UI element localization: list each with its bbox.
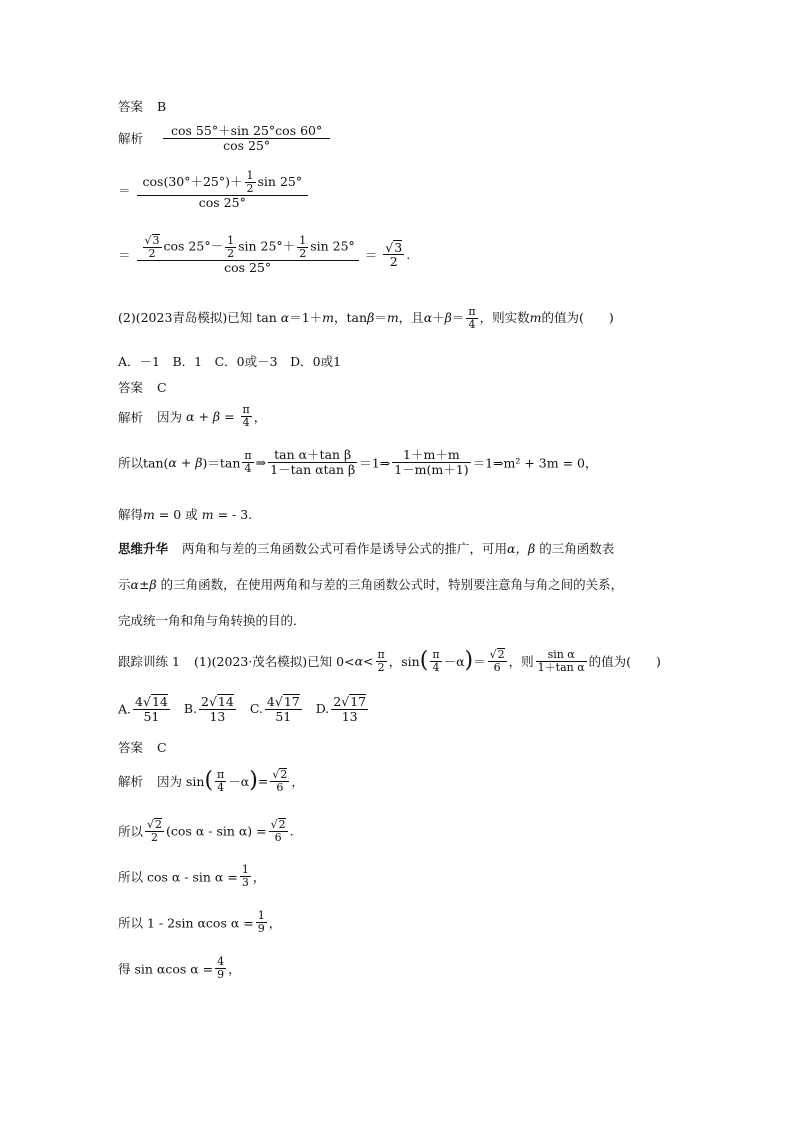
step-line-3: ＝ $\frac{√3}{2}$ cos 25°－ $\frac{1}{2}$ sin 25°＋ $\frac{1}{2}$ sin 25° cos 25° ＝ $\frac{√3}{2}$ . — [118, 233, 411, 276]
drill-analysis-2: 所以 $\frac{√2}{2}$ (cos α - sin α) = $\frac{√2}{6}$ . — [118, 818, 294, 845]
analysis-line-4: 解得m = 0 或 m = - 3. — [118, 507, 253, 522]
answer-line-3: 答案 C — [118, 740, 167, 755]
fraction-2: cos(30°＋25°)＋ $\frac{1}{2}$ sin 25° cos 25° — [137, 170, 309, 210]
answer-value: B — [157, 99, 167, 114]
fraction-result: $\frac{√3}{2}$ — [385, 239, 403, 270]
fraction-1: $\frac{\cos 55^\circ+\sin 25^\circ\cos 60^\circ}{\cos 25^\circ}$ — [163, 124, 330, 153]
question-2-stem: (2)(2023青岛模拟)已知 tan α＝1＋m，tanβ＝m，且α＋β＝ $\frac{\pi}{4}$ ，则实数m的值为( ) — [118, 305, 614, 332]
drill-stem: 跟踪训练 1 (1)(2023·茂名模拟)已知 0<α< $\frac{\pi}{2}$ ，sin( $\frac{\pi}{4}$ －α)＝ $\frac{√2}{6}$ ，则 $\frac{\text{sin α}}{\text{1＋tan α}}$ 的值为( ) — [118, 647, 661, 675]
analysis-line-3: 所以tan(α + β)＝tan $\frac{\pi}{4}$ ⇒ $\frac{\text{tan α＋tan β}}{\text{1－tan αtan β}}$ ＝1⇒ $\frac{1+m+m}{1-m(m+1)}$ ＝1⇒m² + 3m = 0， — [118, 447, 598, 477]
drill-analysis-5: 得 sin αcos α = $\frac{4}{9}$ ， — [118, 955, 241, 982]
answer-label: 答案 — [118, 99, 144, 114]
fraction-3: $\frac{√3}{2}$ cos 25°－ $\frac{1}{2}$ sin 25°＋ $\frac{1}{2}$ sin 25° cos 25° — [137, 234, 359, 275]
drill-analysis-1: 解析 因为 sin( $\frac{\pi}{4}$ －α)= $\frac{√2}{6}$ ， — [118, 767, 304, 795]
summary-line-3: 完成统一角和角与角转换的目的． — [118, 613, 306, 628]
answer-line-1 — [118, 97, 166, 115]
summary-line-2: 示α±β 的三角函数，在使用两角和与差的三角函数公式时，特别要注意角与角之间的关系， — [118, 577, 624, 592]
drill-options: A. $\frac{4√14}{51}$ B. $\frac{2√14}{13}$ C. $\frac{4√17}{51}$ D. $\frac{2√17}{13}$ — [118, 694, 367, 724]
drill-analysis-4: 所以 1 - 2sin αcos α = $\frac{1}{9}$ ， — [118, 909, 282, 936]
step-line-2: ＝ cos(30°＋25°)＋ $\frac{1}{2}$ sin 25° cos 25° — [118, 170, 310, 210]
answer-line-2: 答案 C — [118, 380, 167, 395]
summary-line-1: 思维升华 两角和与差的三角函数公式可看作是诱导公式的推广，可用α，β 的三角函数表 — [118, 541, 615, 556]
question-2-options: A．－1 B．1 C．0或－3 D．0或1 — [118, 354, 342, 369]
analysis-label: 解析 — [118, 131, 144, 147]
drill-analysis-3: 所以 cos α - sin α = $\frac{1}{3}$ ， — [118, 863, 266, 890]
analysis-line-1 — [118, 124, 332, 153]
analysis-line-2: 解析 因为 α + β = $\frac{\pi}{4}$ ， — [118, 403, 267, 430]
